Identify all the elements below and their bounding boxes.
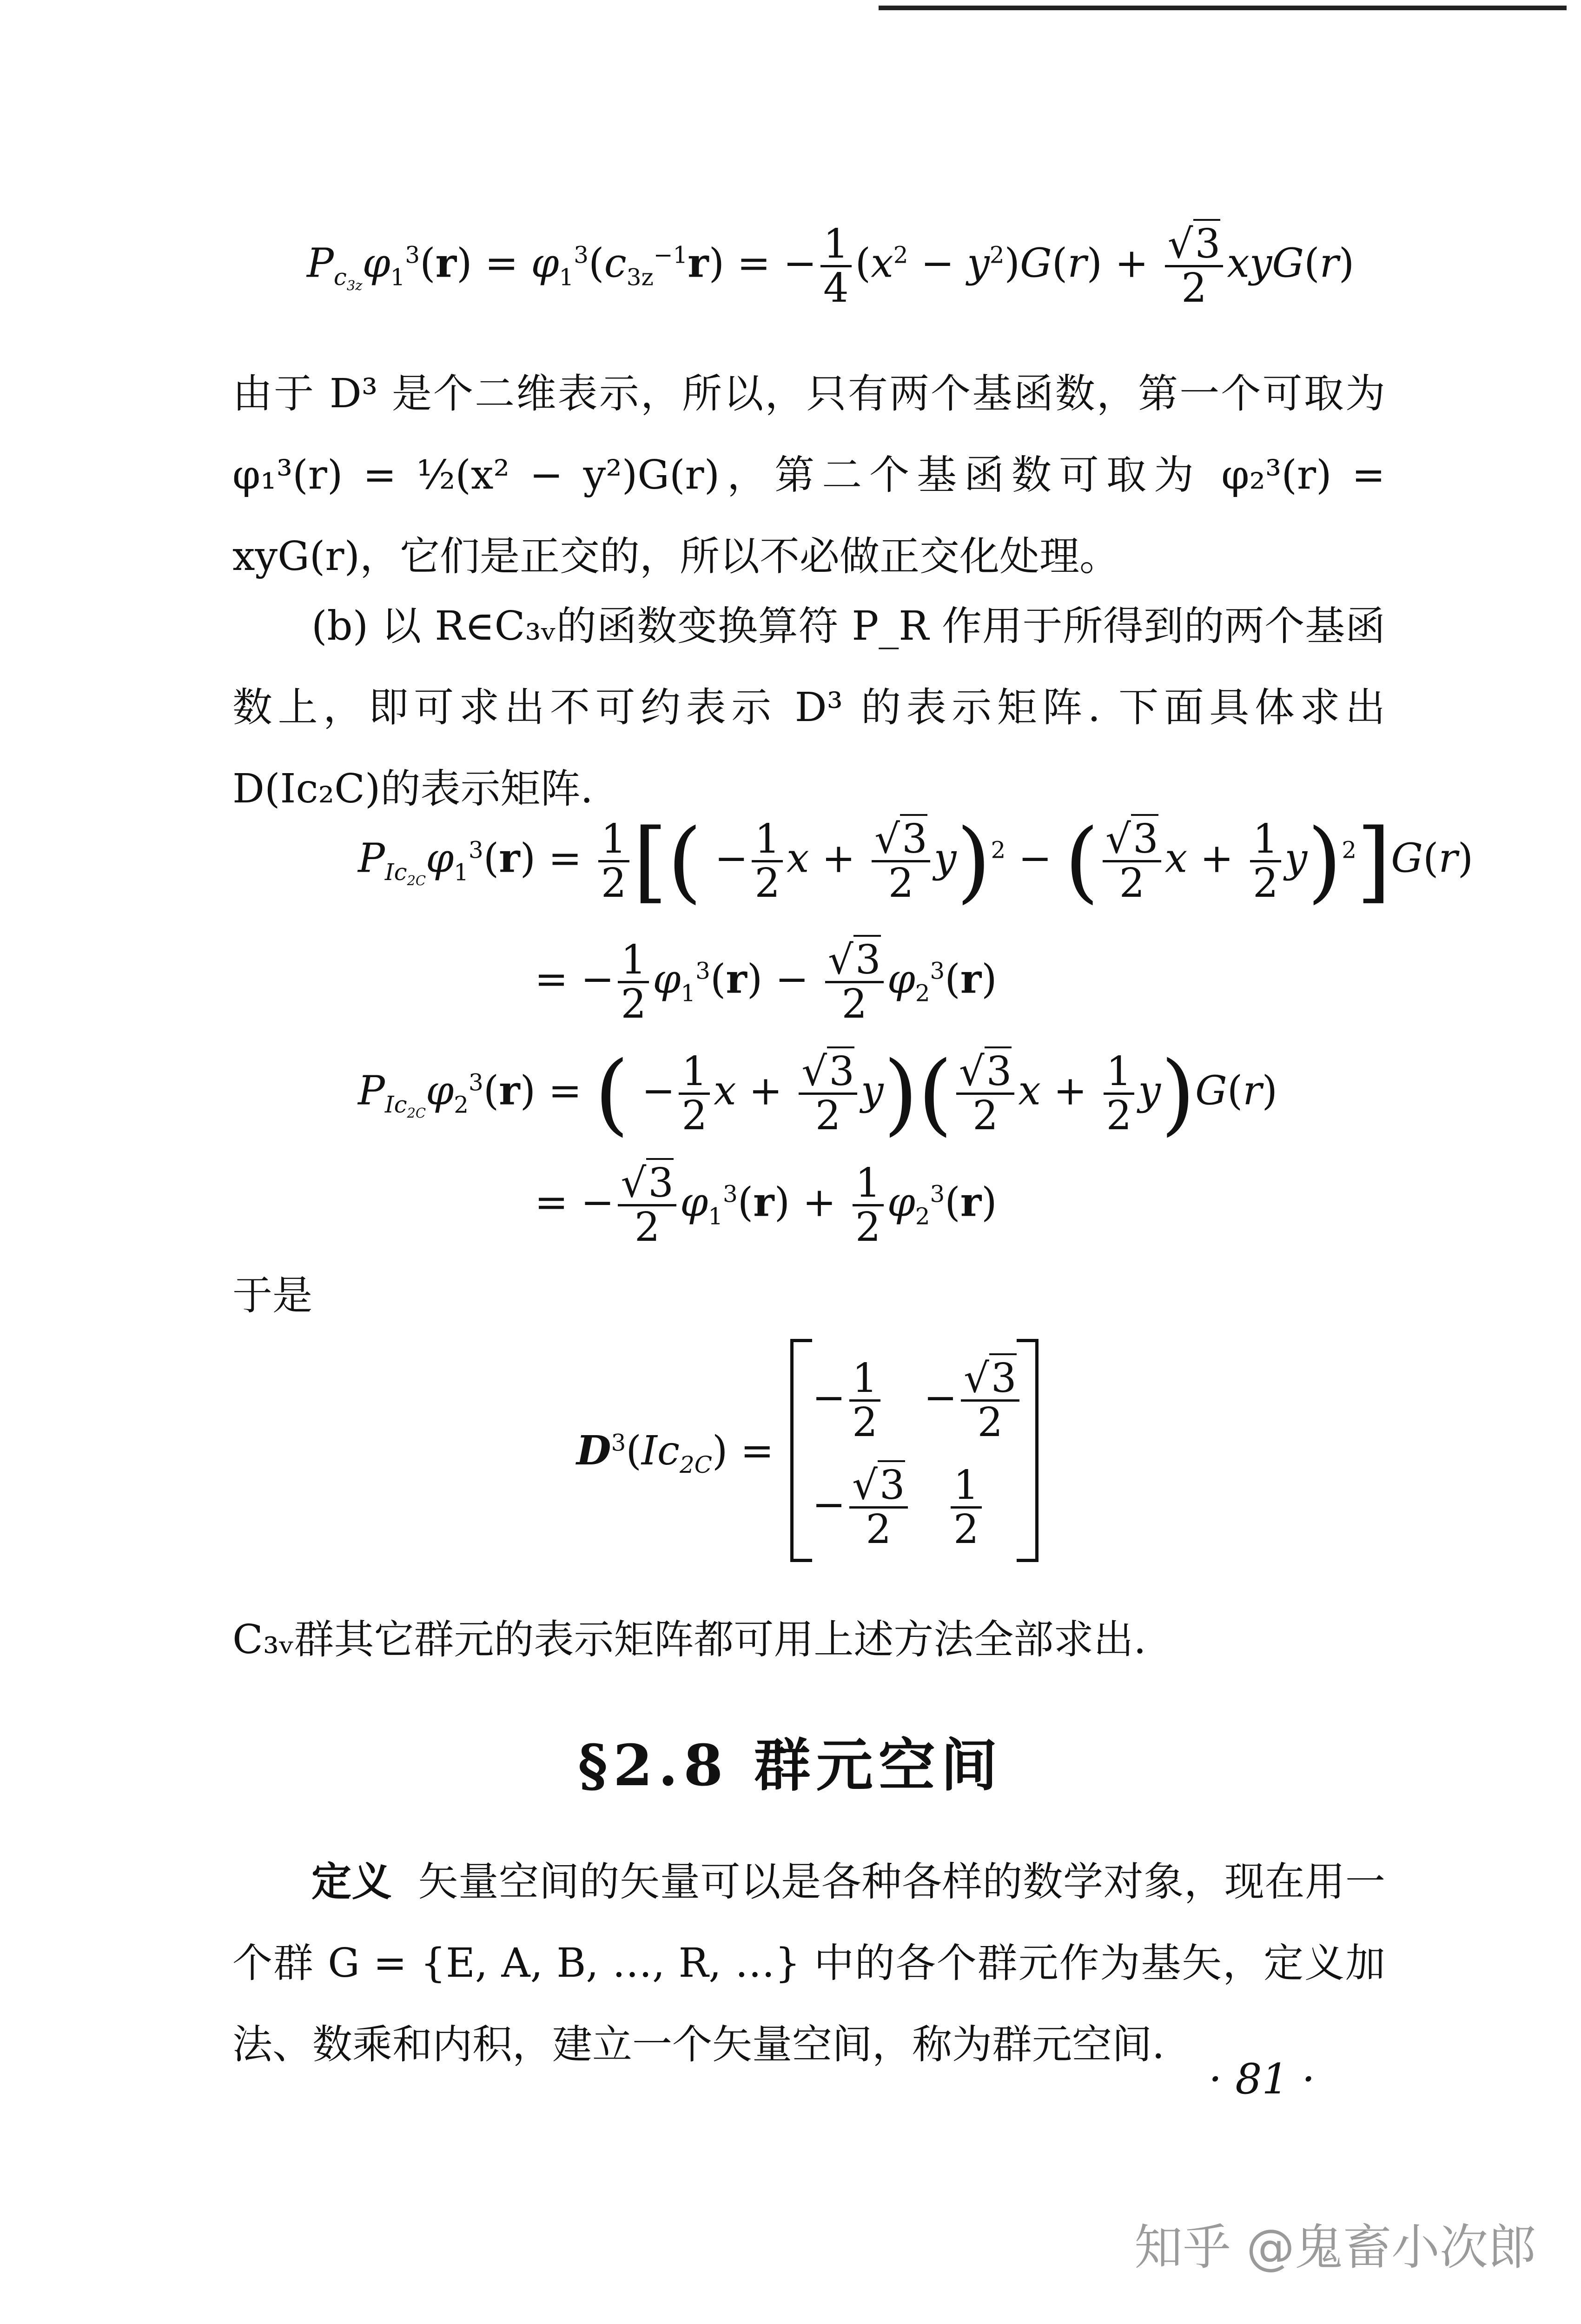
equation-p-ic2c-phi2: $P_{Ic_{2C}}\varphi_2^3(r)$ = ( − $\frac{1}{2}$ x + $\frac{√3}{2}$ y)( $\frac{√3}{2}$ x + $\frac{1}{2}$ y)G(r) <box>358 1042 1278 1145</box>
equation-p-ic2c-phi1: $P_{Ic_{2C}}\varphi_1^3(r)$ = $\frac{1}{2}$ [( − $\frac{1}{2}$ x + $\frac{√3}{2}$ y)$^2$ − ( $\frac{√3}{2}$ x + $\frac{1}{2}$ y)$^2$]G(r) <box>358 809 1474 913</box>
equation-p-c3z: $P_{c_{3z}}\varphi_1^3(r) = \varphi_1^3(c_{3z}^{-1}r)$ = − $\frac{1}{4}$ $(x^2 - y^2)G(r)$ + $\frac{√3}{2}$ xyG(r) <box>307 223 1354 310</box>
matrix-cell-22: $\frac{1}{2}$ <box>947 1464 986 1551</box>
matrix-label: $D^3(Ic_{2C})$ = <box>576 1427 774 1479</box>
equation-p-ic2c-phi2-result: = − $\frac{√3}{2}$ $\varphi_1^3(r)$ + $\frac{1}{2}$ $\varphi_2^3(r)$ <box>535 1162 997 1249</box>
paragraph-definition <box>232 1841 1385 2086</box>
matrix-cell-11: − $\frac{1}{2}$ <box>812 1357 884 1444</box>
page-number: · 81 · <box>1209 2055 1315 2104</box>
representation-matrix <box>790 1339 1039 1562</box>
paragraph-basis-functions: 由于 D³ 是个二维表示，所以，只有两个基函数，第一个可取为 φ₁³(r) = ½(x² − y²)G(r)，第二个基函数可取为 φ₂³(r) = xyG(r)，它们是正交的，所以不必做正交化处理。 <box>232 371 1385 580</box>
equation-p-ic2c-phi1-result: = − $\frac{1}{2}$ $\varphi_1^3(r)$ − $\frac{√3}{2}$ $\varphi_2^3(r)$ <box>535 939 997 1026</box>
definition-text: 矢量空间的矢量可以是各种各样的数学对象，现在用一个群 G = {E, A, B, …, R, …} 中的各个群元作为基矢，定义加法、数乘和内积，建立一个矢量空间，称为群元空间. <box>232 1859 1385 2068</box>
top-rule <box>879 6 1567 10</box>
matrix-cell-21: − $\frac{√3}{2}$ <box>812 1464 912 1551</box>
definition-label: 定义 <box>311 1858 392 1905</box>
watermark: 知乎 @鬼畜小次郎 <box>1134 2219 1537 2276</box>
paragraph-other-elements: C₃ᵥ群其它群元的表示矩阵都可用上述方法全部求出. <box>232 1616 1146 1663</box>
paragraph-operator: (b) 以 R∈C₃ᵥ的函数变换算符 P_R 作用于所得到的两个基函数上，即可求出不可约表示 D³ 的表示矩阵. 下面具体求出 D(Ic₂C)的表示矩阵. <box>232 603 1385 812</box>
paragraph-therefore: 于是 <box>232 1272 312 1319</box>
section-title: §2.8 群元空间 <box>578 1732 1003 1799</box>
matrix-cell-12: − $\frac{√3}{2}$ <box>924 1357 1023 1444</box>
